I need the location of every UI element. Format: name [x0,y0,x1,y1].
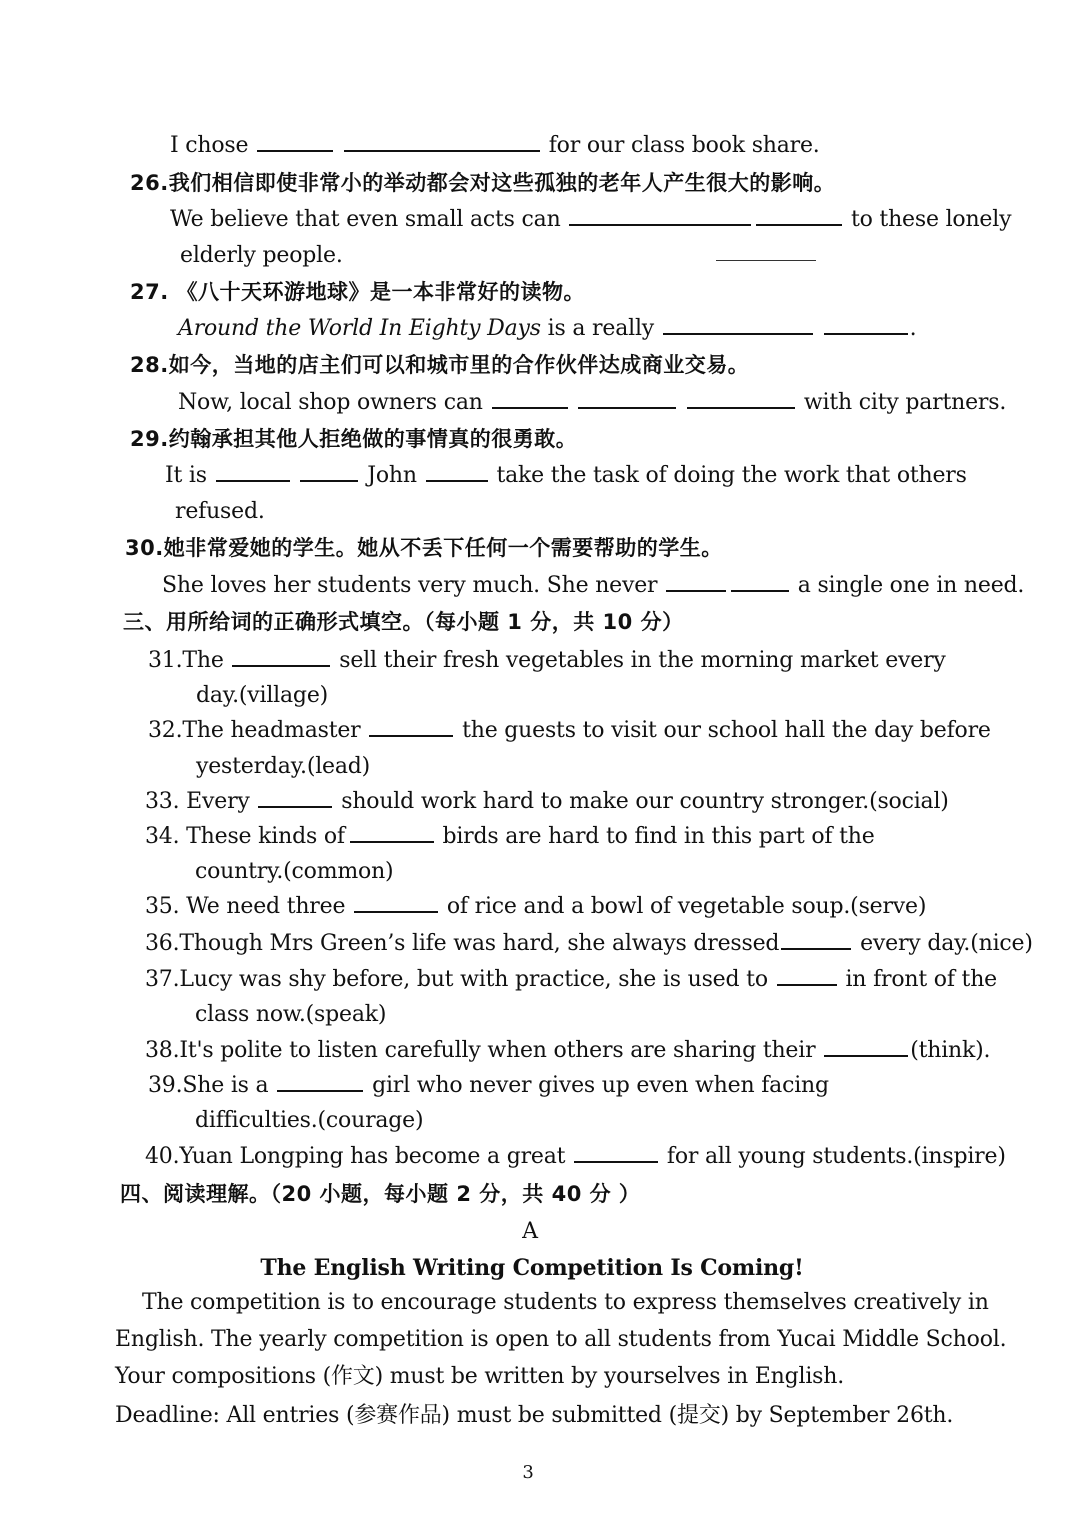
q30-text-before: She loves her students very much. She never [162,573,658,598]
q27-chinese: 27. 《八十天环游地球》是一本非常好的读物。 [130,280,586,304]
q27-book-title: Around the World In Eighty Days [178,316,541,341]
q28-english [178,388,1006,418]
q39-text-before: 39.She is a [148,1073,269,1098]
q30-text-after: a single one in need. [797,573,1025,598]
q34-text-before: 34. These kinds of [145,824,345,849]
q29-english [165,461,967,491]
q35-text-after: of rice and a bowl of vegetable soup.(serve) [446,894,927,919]
q25-line [170,131,820,161]
q37-blank[interactable] [777,966,837,986]
q29-blank-2[interactable] [300,462,358,482]
q28-blank-3[interactable] [687,389,795,409]
q26-chinese: 26.我们相信即使非常小的举动都会对这些孤独的老年人产生很大的影响。 [130,171,836,195]
q27-blank-2[interactable] [824,315,908,335]
q29-blank-3[interactable] [426,462,488,482]
q29-blank-1[interactable] [216,462,290,482]
q34-blank[interactable] [350,823,434,843]
passage-title: The English Writing Competition Is Coming! [260,1255,804,1281]
q26-text-before: We believe that even small acts can [170,207,561,232]
q25-blank-2[interactable] [344,132,540,152]
q29-text-a: It is [165,463,207,488]
q27-english [178,314,916,344]
q35-text-before: 35. We need three [145,894,346,919]
q37-text-after: in front of the [845,967,997,992]
section-3-heading: 三、用所给词的正确形式填空。（每小题 1 分，共 10 分） [123,610,684,634]
q32-line [148,716,991,746]
q33-text-before: 33. Every [145,789,250,814]
passage-line-3: Your compositions (作文) must be written by yourselves in English. [115,1364,845,1389]
q33-line [145,787,949,817]
q36-text-before: 36.Though Mrs Green’s life was hard, she always dressed [145,931,780,956]
q26-english-line2: elderly people. [180,243,343,268]
q34-line [145,822,875,852]
q37-line [145,965,997,995]
q39-line [148,1071,829,1101]
q37-text-before: 37.Lucy was shy before, but with practice, she is used to [145,967,768,992]
q38-blank[interactable] [824,1037,908,1057]
q38-line [145,1036,990,1066]
q33-text-after: should work hard to make our country stronger.(social) [341,789,949,814]
q36-text-after: every day.(nice) [860,931,1033,956]
q30-blank-1[interactable] [666,572,726,592]
q39-blank[interactable] [277,1072,363,1092]
passage-line-2: English. The yearly competition is open to all students from Yucai Middle School. [115,1327,1007,1352]
q26-english [170,205,1011,235]
q40-line [145,1142,1006,1172]
q39-text-after: girl who never gives up even when facing [372,1073,829,1098]
q25-text-after: for our class book share. [548,133,820,158]
q33-blank[interactable] [258,788,332,808]
q31-text-after: sell their fresh vegetables in the morning market every [339,648,946,673]
page-number: 3 [522,1462,534,1483]
q26-stray-line [716,260,816,261]
passage-letter: A [522,1219,538,1244]
q29-english-line2: refused. [175,499,265,524]
q31-line2: day.(village) [196,683,329,708]
q40-text-before: 40.Yuan Longping has become a great [145,1144,566,1169]
q31-blank[interactable] [232,647,330,667]
q29-chinese: 29.约翰承担其他人拒绝做的事情真的很勇敢。 [130,427,578,451]
q27-period: . [909,316,917,341]
q34-text-after: birds are hard to find in this part of the [442,824,875,849]
q35-blank[interactable] [354,893,438,913]
q27-blank-1[interactable] [663,315,813,335]
q30-chinese: 30.她非常爱她的学生。她从不丢下任何一个需要帮助的学生。 [125,536,723,560]
q26-blank-1[interactable] [569,206,751,226]
q31-text-before: 31.The [148,648,224,673]
q25-blank-1[interactable] [257,132,333,152]
section-4-heading: 四、阅读理解。（20 小题，每小题 2 分，共 40 分 ） [120,1182,641,1206]
q39-line2: difficulties.(courage) [195,1108,424,1133]
q28-chinese: 28.如今，当地的店主们可以和城市里的合作伙伴达成商业交易。 [130,353,750,377]
q31-line [148,646,946,676]
q28-blank-1[interactable] [492,389,568,409]
q28-text-before: Now, local shop owners can [178,390,483,415]
q32-text-before: 32.The headmaster [148,718,361,743]
q30-english [162,571,1024,601]
q27-text-before: is a really [547,316,655,341]
q25-text-before: I chose [170,133,249,158]
q32-text-after: the guests to visit our school hall the day before [462,718,991,743]
passage-line-4: Deadline: All entries (参赛作品) must be submitted (提交) by September 26th. [115,1403,954,1428]
q29-text-b: John [367,463,417,488]
q34-line2: country.(common) [195,859,394,884]
q38-text-before: 38.It's polite to listen carefully when others are sharing their [145,1038,816,1063]
q30-blank-2[interactable] [731,572,789,592]
q32-line2: yesterday.(lead) [196,754,371,779]
q40-blank[interactable] [574,1143,658,1163]
q36-line [145,929,1033,959]
q26-blank-2[interactable] [756,206,842,226]
q29-text-c: take the task of doing the work that others [496,463,967,488]
q28-blank-2[interactable] [578,389,676,409]
q32-blank[interactable] [369,717,453,737]
q35-line [145,892,926,922]
q38-text-after: (think). [910,1038,991,1063]
passage-line-1: The competition is to encourage students to express themselves creatively in [142,1290,989,1315]
q28-text-after: with city partners. [803,390,1007,415]
q37-line2: class now.(speak) [195,1002,387,1027]
q40-text-after: for all young students.(inspire) [666,1144,1006,1169]
q36-blank[interactable] [781,930,851,950]
q26-text-after: to these lonely [850,207,1012,232]
